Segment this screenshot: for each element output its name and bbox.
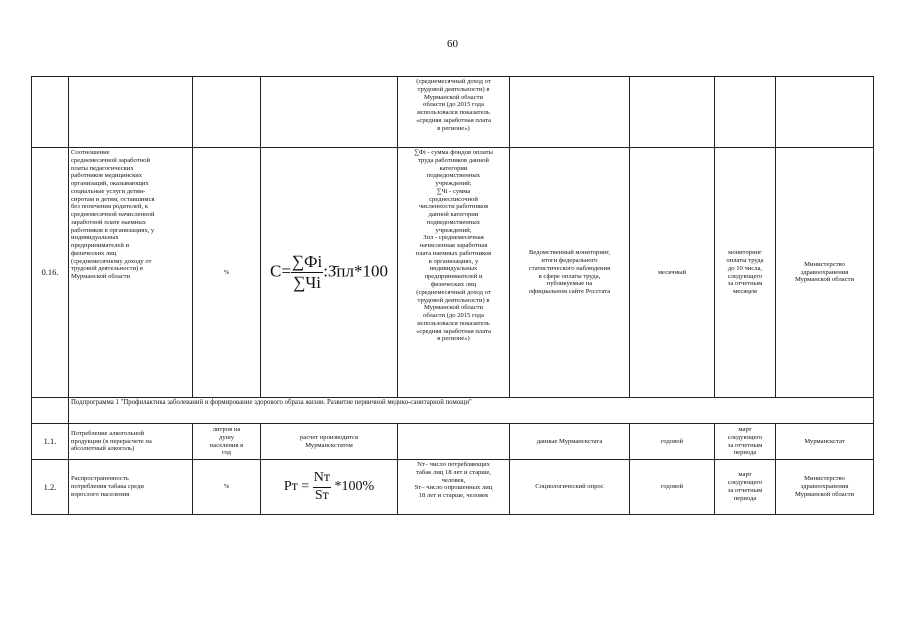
formula-lhs: Рт bbox=[283, 479, 298, 495]
unit: % bbox=[193, 460, 261, 515]
cell-num bbox=[32, 77, 69, 148]
formula-fraction bbox=[291, 252, 323, 293]
table-row bbox=[32, 77, 874, 148]
page-number: 60 bbox=[447, 38, 458, 50]
formula bbox=[261, 148, 398, 398]
formula-numerator: Nт bbox=[313, 470, 331, 488]
periodicity: годовой bbox=[630, 424, 715, 460]
cell-source bbox=[510, 77, 630, 148]
cell-name bbox=[69, 77, 193, 148]
deadline: март следующего за отчетным периода bbox=[715, 424, 776, 460]
deadline: март следующего за отчетным периода bbox=[715, 460, 776, 515]
indicator-name: Распространенность потребления табака среди взрослого населения bbox=[69, 460, 193, 515]
formula-rest: :З̄пл*100 bbox=[323, 261, 389, 281]
formula-numerator: ∑Фi bbox=[291, 252, 323, 273]
formula bbox=[261, 460, 398, 515]
cell-periodicity bbox=[630, 77, 715, 148]
responsible: Министерство здравоохранения Мурманской области bbox=[776, 148, 874, 398]
formula-denominator: ∑Чi bbox=[293, 273, 321, 292]
data-source: Ведомственный мониторинг, итоги федерального статистического наблюдения в сфере оплаты труда, публикуемые на официальном сайте Росстата bbox=[510, 148, 630, 398]
indicator-name: Соотношение среднемесячной заработной платы педагогических работников медицинских организаций, оказывающих социальные услуги детям- сиротам и детям, оставшимся без попечения родителей, к среднемесячной начисленной заработной плате наемных работников в организациях, у индивидуальных предпринимателей и физических лиц (среднемесячному доходу от трудовой деятельности) в Мурманской области bbox=[69, 148, 193, 398]
table-row bbox=[32, 148, 874, 398]
responsible: Министерство здравоохранения Мурманской области bbox=[776, 460, 874, 515]
unit: литров на душу населения в год bbox=[193, 424, 261, 460]
table-row bbox=[32, 460, 874, 515]
unit: % bbox=[193, 148, 261, 398]
table-row bbox=[32, 424, 874, 460]
cell-responsible bbox=[776, 77, 874, 148]
formula-expression: Рт = $\frac{Nт}{Sт}$ *100% bbox=[283, 469, 375, 503]
data-source: данные Мурманскстата bbox=[510, 424, 630, 460]
row-number: 1.1. bbox=[32, 424, 69, 460]
cell-deadline bbox=[715, 77, 776, 148]
responsible: Мурманскстат bbox=[776, 424, 874, 460]
data-source: Социологический опрос bbox=[510, 460, 630, 515]
periodicity: месячный bbox=[630, 148, 715, 398]
cell-unit bbox=[193, 77, 261, 148]
variable-description: ∑Фi - сумма фондов оплаты труда работников данной категории подведомственных учреждений; ∑Чi - сумма среднесписочной численности работников данной категории подведомственных учреждений; Зпл - среднемесячная начисленная заработная плата наемных работников в организациях, у индивидуальных предпринимателей и физических лиц (среднемесячный доход от трудовой деятельности) в Мурманской области области (до 2015 года использовался показатель «средняя заработная плата в регионе») bbox=[398, 148, 510, 398]
cell-formula bbox=[261, 77, 398, 148]
formula-expression: С= $\frac{\sum Фi}{\sum Чi}$ :З̄пл*100 bbox=[269, 251, 389, 292]
cell-description: (среднемесячный доход от трудовой деятельности) в Мурманской области области (до 2015 года использовался показатель «средняя заработная плата в регионе») bbox=[398, 77, 510, 148]
formula-denominator: Sт bbox=[314, 487, 329, 503]
cell-num bbox=[32, 398, 69, 424]
indicator-name: Потребление алкогольной продукции (в перерасчете на абсолютный алкоголь) bbox=[69, 424, 193, 460]
variable-description bbox=[398, 424, 510, 460]
formula-fraction bbox=[313, 470, 331, 504]
row-number: 1.2. bbox=[32, 460, 69, 515]
row-number: 0.16. bbox=[32, 148, 69, 398]
deadline: мониторинг оплаты труда до 10 числа, следующего за отчетным месяцем bbox=[715, 148, 776, 398]
formula-lhs: С bbox=[269, 261, 282, 281]
subprogram-row bbox=[32, 398, 874, 424]
periodicity: годовой bbox=[630, 460, 715, 515]
subprogram-title: Подпрограмма 1 "Профилактика заболеваний и формирование здорового образа жизни. Развитие первичной медико-санитарной помощи" bbox=[69, 398, 874, 424]
indicators-table bbox=[31, 76, 874, 515]
formula: расчет производится Мурманскстатом bbox=[261, 424, 398, 460]
formula-rest: *100% bbox=[334, 479, 375, 495]
variable-description: Nт– число потребляющих табак лиц 18 лет и старше, человек, Sт– число опрошенных лиц 18 лет и старше, человек bbox=[398, 460, 510, 515]
